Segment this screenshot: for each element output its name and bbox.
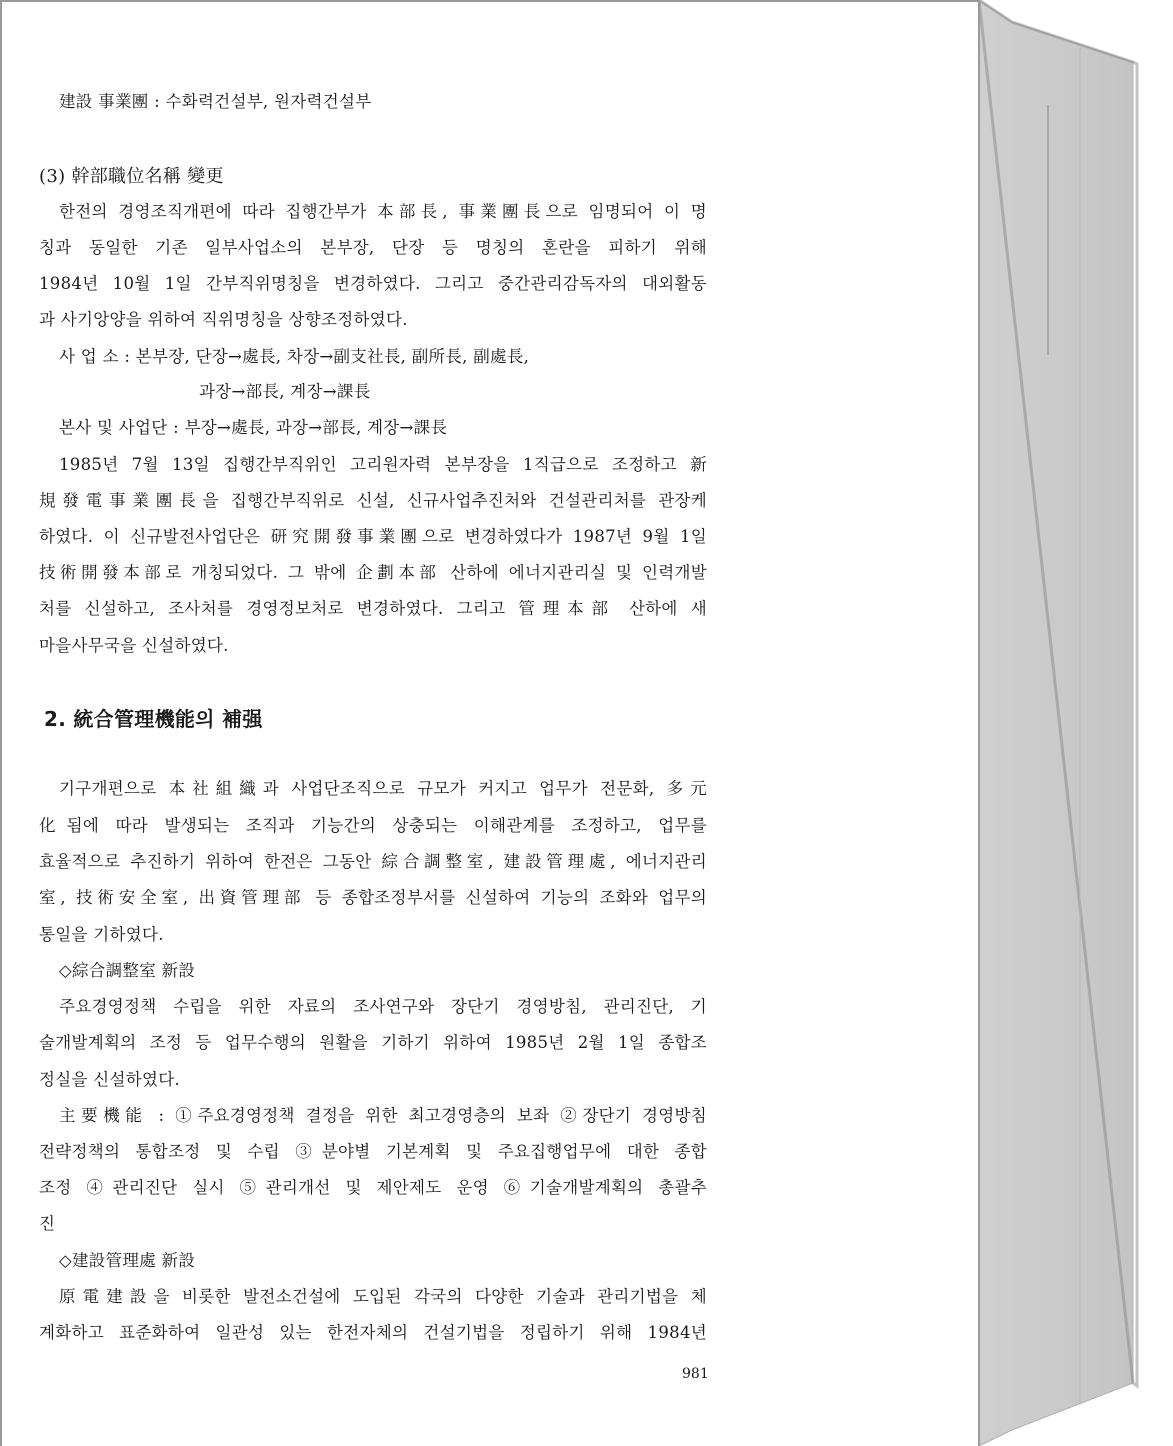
paragraph-line: 칭과 동일한 기존 일부사업소의 본부장, 단장 등 명칭의 혼란을 피하기 위해 bbox=[39, 238, 707, 257]
item-heading-construction-office: ◇建設管理處 新設 bbox=[59, 1251, 196, 1270]
title-change-list-office bbox=[59, 343, 529, 367]
paragraph-line: 주요경영정책 수립을 위한 자료의 조사연구와 장단기 경영방침, 관리진단, 기 bbox=[59, 997, 707, 1016]
paragraph-line: 효율적으로 추진하기 위하여 한전은 그동안 綜合調整室, 建設管理處, 에너지관리 bbox=[39, 852, 707, 871]
paragraph-line: 처를 신설하고, 조사처를 경영정보처로 변경하였다. 그리고 管理本部 산하에 새 bbox=[39, 599, 707, 618]
paragraph-line: 술개발계획의 조정 등 업무수행의 원활을 기하기 위하여 1985년 2월 1일 종합조 bbox=[39, 1033, 707, 1052]
paragraph-line: 기구개편으로 本社組織과 사업단조직으로 규모가 커지고 업무가 전문화, 多元 bbox=[59, 779, 707, 798]
section-heading: 2. 統合管理機能의 補强 bbox=[44, 707, 263, 731]
paragraph-line: 전략정책의 통합조정 및 수립 ③분야별 기본계획 및 주요집행업무에 대한 종합 bbox=[39, 1142, 707, 1161]
paragraph-line: 1985년 7월 13일 집행간부직위인 고리원자력 본부장을 1직급으로 조정하고 新 bbox=[59, 455, 707, 474]
paragraph-line: 技術開發本部로 개칭되었다. 그 밖에 企劃本部 산하에 에너지관리실 및 인력개발 bbox=[39, 563, 707, 582]
paragraph-line: 原電建設을 비롯한 발전소건설에 도입된 각국의 다양한 기술과 관리기법을 체 bbox=[59, 1287, 707, 1306]
paragraph-line: 한전의 경영조직개편에 따라 집행간부가 本部長, 事業團長으로 임명되어 이 명 bbox=[59, 202, 707, 221]
paragraph-line: 통일을 기하였다. bbox=[39, 925, 164, 944]
paragraph-line: 진 bbox=[39, 1214, 56, 1233]
paragraph-line: 化됨에 따라 발생되는 조직과 기능간의 상충되는 이해관계를 조정하고, 업무를 bbox=[39, 816, 707, 835]
list-label: 본사 및 사업단 : bbox=[59, 418, 179, 437]
subsection-heading: (3) 幹部職位名稱 變更 bbox=[39, 166, 224, 187]
paragraph-line: 정실을 신설하였다. bbox=[39, 1070, 181, 1089]
list-text: 본부장, 단장→處長, 차장→副支社長, 副所長, 副處長, bbox=[135, 347, 530, 366]
item-heading-comprehensive-office: ◇綜合調整室 新設 bbox=[59, 961, 196, 980]
paragraph-line: 1984년 10월 1일 간부직위명칭을 변경하였다. 그리고 중간관리감독자의 대외활동 bbox=[39, 274, 707, 293]
paragraph-line: 室, 技術安全室, 出資管理部 등 종합조정부서를 신설하여 기능의 조화와 업무의 bbox=[39, 888, 707, 907]
title-change-list-hq bbox=[59, 414, 447, 438]
paragraph-line: 主要機能 : ①주요경영정책 결정을 위한 최고경영층의 보좌 ②장단기 경영방침 bbox=[59, 1106, 707, 1125]
org-line-construction: 建設 事業團 : 수화력건설부, 원자력건설부 bbox=[59, 92, 372, 111]
paragraph-line: 계화하고 표준화하여 일관성 있는 한전자체의 건설기법을 정립하기 위해 1984년 bbox=[39, 1323, 707, 1342]
list-label: 사 업 소 : bbox=[59, 347, 131, 366]
paragraph-line: 하였다. 이 신규발전사업단은 研究開發事業團으로 변경하였다가 1987년 9월 1일 bbox=[39, 527, 707, 546]
paragraph-line: 조정 ④관리진단 실시 ⑤관리개선 및 제안제도 운영 ⑥기술개발계획의 총괄추 bbox=[39, 1178, 707, 1197]
paragraph-line: 規發電事業團長을 집행간부직위로 신설, 신규사업추진처와 건설관리처를 관장케 bbox=[39, 491, 707, 510]
title-change-list-cont: 과장→部長, 계장→課長 bbox=[199, 382, 371, 401]
paragraph-line: 마을사무국을 신설하였다. bbox=[39, 636, 229, 655]
list-text: 부장→處長, 과장→部長, 계장→課長 bbox=[184, 418, 448, 437]
paragraph-line: 과 사기앙양을 위하여 직위명칭을 상향조정하였다. bbox=[39, 310, 408, 329]
page-number: 981 bbox=[682, 1366, 709, 1382]
